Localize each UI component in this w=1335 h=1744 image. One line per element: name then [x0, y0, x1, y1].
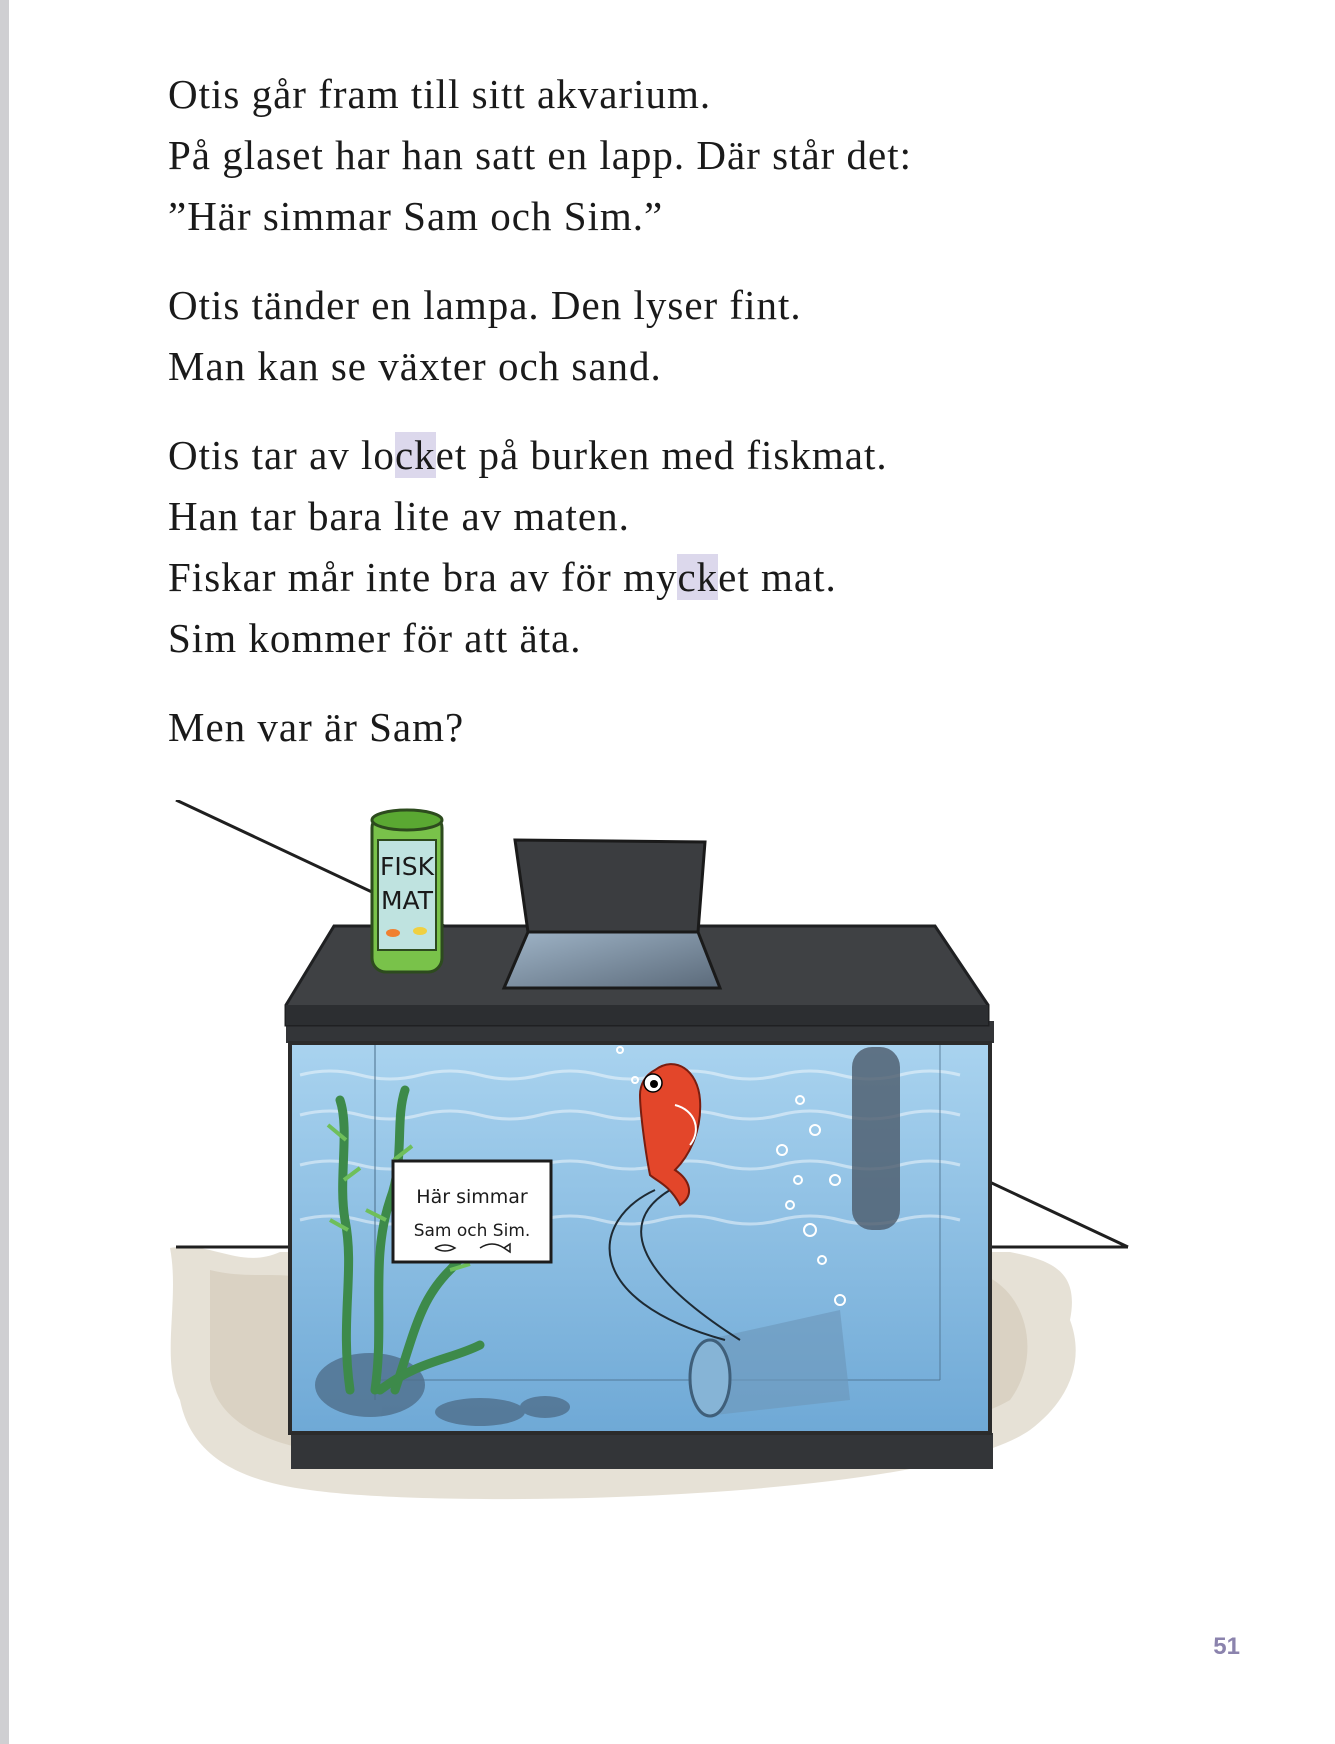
page-number: 51: [1213, 1633, 1240, 1660]
paragraph-4: [168, 697, 1168, 758]
text-line: Men var är Sam?: [168, 704, 465, 750]
text-line: Sim kommer för att äta.: [168, 615, 582, 661]
paragraph-1: [168, 64, 1168, 247]
text-line: Man kan se växter och sand.: [168, 343, 662, 389]
paragraph-3: [168, 425, 1168, 669]
text-segment: et mat.: [718, 554, 837, 600]
text-line: [168, 425, 1168, 486]
highlighted-letters: ck: [394, 432, 436, 478]
page-edge: [0, 0, 9, 1744]
note-line-2: Sam och Sim.: [413, 1221, 531, 1241]
text-line: [168, 547, 1168, 608]
text-line: Otis går fram till sitt akvarium.: [168, 71, 712, 117]
filter-pipe: [852, 1047, 900, 1230]
glass-note: [393, 1161, 551, 1262]
text-segment: Fiskar mår inte bra av för my: [168, 554, 678, 600]
text-segment: Otis tar av lo: [168, 432, 395, 478]
text-line: På glaset har han satt en lapp. Där står det:: [168, 132, 913, 178]
can-label-line-2: MAT: [380, 886, 434, 915]
feeding-hatch: [504, 840, 720, 988]
highlighted-letters: ck: [677, 554, 719, 600]
text-segment: et på burken med fiskmat.: [435, 432, 888, 478]
text-line: Otis tänder en lampa. Den lyser fint.: [168, 282, 802, 328]
text-line: ”Här simmar Sam och Sim.”: [168, 193, 664, 239]
paragraph-2: [168, 275, 1168, 397]
note-line-1: Här simmar: [416, 1186, 528, 1208]
text-line: Han tar bara lite av maten.: [168, 493, 630, 539]
story-text: [168, 64, 1168, 786]
aquarium-illustration: [150, 800, 1140, 1540]
can-label-line-1: FISK: [379, 852, 435, 881]
tank-lid-front: [286, 1005, 988, 1025]
fish-food-can: [372, 810, 442, 972]
tank-base: [291, 1433, 993, 1469]
